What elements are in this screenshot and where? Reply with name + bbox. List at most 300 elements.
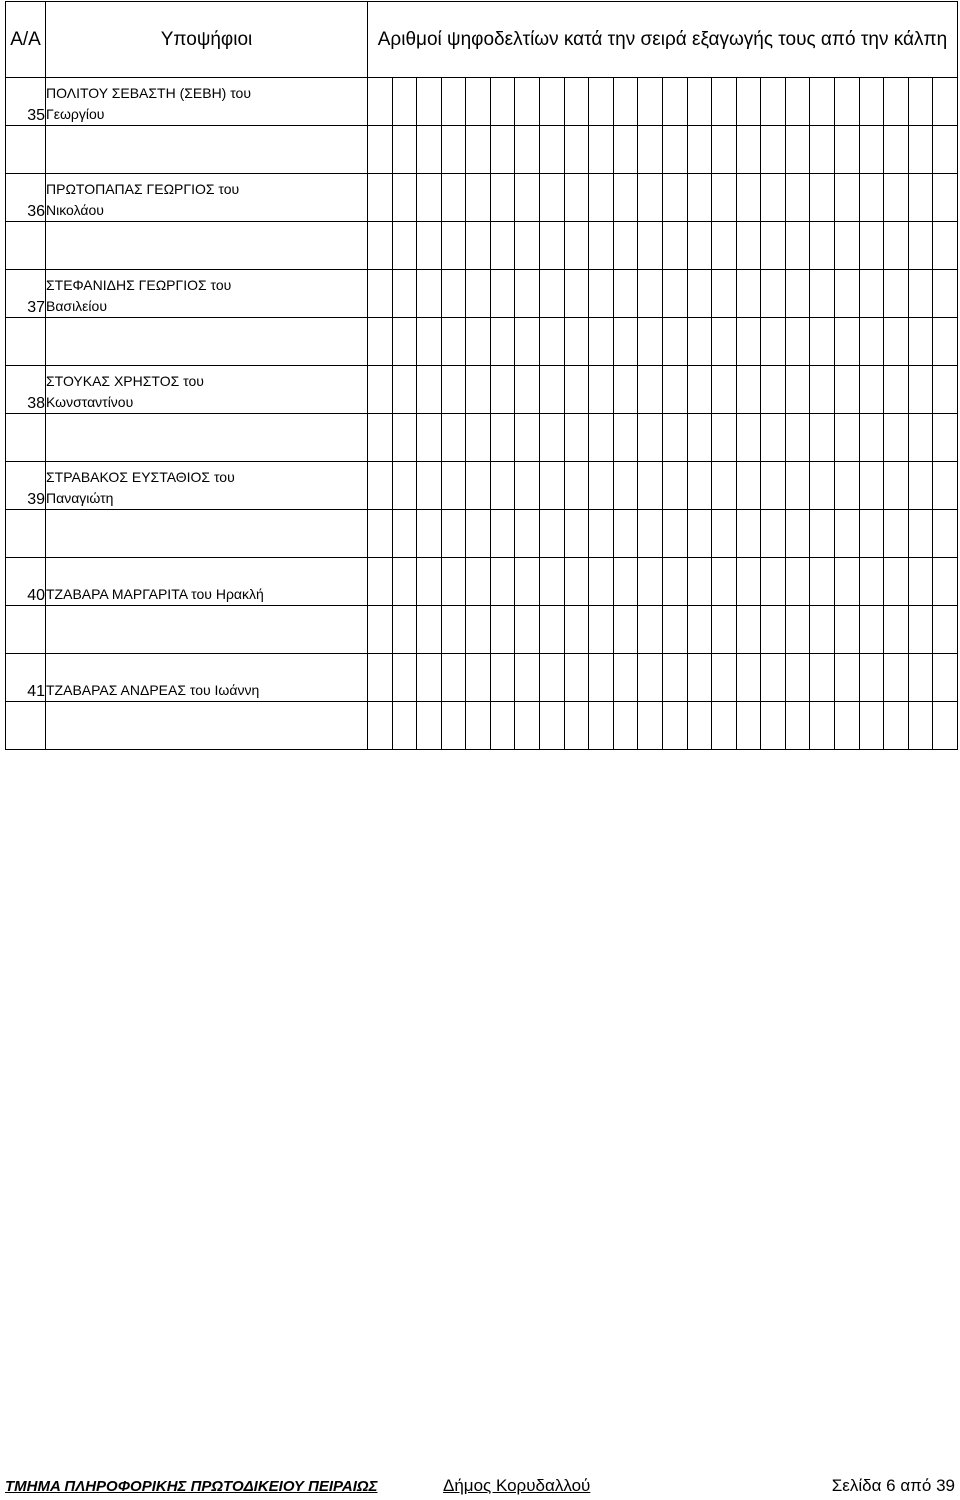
tally-cell[interactable] (810, 222, 835, 270)
tally-cell[interactable] (490, 654, 515, 702)
tally-cell[interactable] (589, 126, 614, 174)
tally-cell[interactable] (834, 702, 859, 750)
tally-cell[interactable] (417, 414, 442, 462)
tally-cell[interactable] (490, 126, 515, 174)
tally-cell[interactable] (589, 462, 614, 510)
tally-cell[interactable] (933, 222, 958, 270)
tally-cell[interactable] (908, 126, 933, 174)
tally-cell[interactable] (490, 414, 515, 462)
tally-cell[interactable] (761, 702, 786, 750)
tally-cell[interactable] (540, 318, 565, 366)
tally-cell[interactable] (761, 366, 786, 414)
tally-cell[interactable] (417, 174, 442, 222)
tally-cell[interactable] (662, 318, 687, 366)
tally-cell[interactable] (392, 654, 417, 702)
tally-cell[interactable] (785, 702, 810, 750)
tally-cell[interactable] (466, 366, 491, 414)
tally-cell[interactable] (392, 510, 417, 558)
tally-cell[interactable] (687, 78, 712, 126)
tally-cell[interactable] (859, 270, 884, 318)
tally-cell[interactable] (417, 366, 442, 414)
tally-cell[interactable] (368, 654, 393, 702)
tally-cell[interactable] (761, 654, 786, 702)
tally-cell[interactable] (490, 606, 515, 654)
tally-cell[interactable] (834, 462, 859, 510)
tally-cell[interactable] (761, 606, 786, 654)
tally-cell[interactable] (540, 366, 565, 414)
tally-cell[interactable] (810, 174, 835, 222)
tally-cell[interactable] (392, 702, 417, 750)
tally-cell[interactable] (761, 318, 786, 366)
tally-cell[interactable] (736, 174, 761, 222)
tally-cell[interactable] (490, 510, 515, 558)
tally-cell[interactable] (638, 174, 663, 222)
tally-cell[interactable] (638, 702, 663, 750)
tally-cell[interactable] (490, 366, 515, 414)
tally-cell[interactable] (736, 702, 761, 750)
tally-cell[interactable] (490, 270, 515, 318)
tally-cell[interactable] (884, 462, 909, 510)
tally-cell[interactable] (392, 558, 417, 606)
tally-cell[interactable] (687, 702, 712, 750)
tally-cell[interactable] (687, 606, 712, 654)
tally-cell[interactable] (712, 414, 737, 462)
tally-cell[interactable] (613, 222, 638, 270)
tally-cell[interactable] (515, 462, 540, 510)
tally-cell[interactable] (810, 606, 835, 654)
tally-cell[interactable] (466, 270, 491, 318)
tally-cell[interactable] (441, 222, 466, 270)
tally-cell[interactable] (761, 78, 786, 126)
tally-cell[interactable] (638, 654, 663, 702)
tally-cell[interactable] (662, 270, 687, 318)
tally-cell[interactable] (417, 270, 442, 318)
tally-cell[interactable] (761, 414, 786, 462)
tally-cell[interactable] (490, 318, 515, 366)
tally-cell[interactable] (589, 270, 614, 318)
tally-cell[interactable] (490, 222, 515, 270)
tally-cell[interactable] (712, 462, 737, 510)
tally-cell[interactable] (785, 654, 810, 702)
tally-cell[interactable] (712, 606, 737, 654)
tally-cell[interactable] (662, 174, 687, 222)
tally-cell[interactable] (638, 222, 663, 270)
tally-cell[interactable] (589, 366, 614, 414)
tally-cell[interactable] (441, 510, 466, 558)
tally-cell[interactable] (785, 510, 810, 558)
tally-cell[interactable] (785, 318, 810, 366)
tally-cell[interactable] (564, 558, 589, 606)
tally-cell[interactable] (859, 174, 884, 222)
tally-cell[interactable] (540, 174, 565, 222)
tally-cell[interactable] (589, 510, 614, 558)
tally-cell[interactable] (662, 510, 687, 558)
tally-cell[interactable] (933, 318, 958, 366)
tally-cell[interactable] (884, 126, 909, 174)
tally-cell[interactable] (417, 654, 442, 702)
tally-cell[interactable] (908, 558, 933, 606)
tally-cell[interactable] (638, 366, 663, 414)
tally-cell[interactable] (933, 510, 958, 558)
tally-cell[interactable] (638, 126, 663, 174)
tally-cell[interactable] (368, 606, 393, 654)
tally-cell[interactable] (589, 414, 614, 462)
tally-cell[interactable] (417, 126, 442, 174)
tally-cell[interactable] (834, 414, 859, 462)
tally-cell[interactable] (761, 510, 786, 558)
tally-cell[interactable] (564, 510, 589, 558)
tally-cell[interactable] (540, 414, 565, 462)
tally-cell[interactable] (761, 462, 786, 510)
tally-cell[interactable] (466, 126, 491, 174)
tally-cell[interactable] (368, 510, 393, 558)
tally-cell[interactable] (392, 414, 417, 462)
tally-cell[interactable] (638, 270, 663, 318)
tally-cell[interactable] (613, 654, 638, 702)
tally-cell[interactable] (712, 174, 737, 222)
tally-cell[interactable] (466, 462, 491, 510)
tally-cell[interactable] (884, 558, 909, 606)
tally-cell[interactable] (736, 606, 761, 654)
tally-cell[interactable] (834, 606, 859, 654)
tally-cell[interactable] (417, 558, 442, 606)
tally-cell[interactable] (761, 126, 786, 174)
tally-cell[interactable] (490, 558, 515, 606)
tally-cell[interactable] (908, 654, 933, 702)
tally-cell[interactable] (933, 78, 958, 126)
tally-cell[interactable] (908, 606, 933, 654)
tally-cell[interactable] (540, 126, 565, 174)
tally-cell[interactable] (662, 558, 687, 606)
tally-cell[interactable] (466, 222, 491, 270)
tally-cell[interactable] (564, 654, 589, 702)
tally-cell[interactable] (908, 414, 933, 462)
tally-cell[interactable] (810, 78, 835, 126)
tally-cell[interactable] (564, 174, 589, 222)
tally-cell[interactable] (540, 222, 565, 270)
tally-cell[interactable] (908, 462, 933, 510)
tally-cell[interactable] (515, 702, 540, 750)
tally-cell[interactable] (712, 78, 737, 126)
tally-cell[interactable] (564, 702, 589, 750)
tally-cell[interactable] (441, 558, 466, 606)
tally-cell[interactable] (859, 318, 884, 366)
tally-cell[interactable] (466, 318, 491, 366)
tally-cell[interactable] (933, 414, 958, 462)
tally-cell[interactable] (638, 606, 663, 654)
tally-cell[interactable] (441, 318, 466, 366)
tally-cell[interactable] (441, 702, 466, 750)
tally-cell[interactable] (392, 126, 417, 174)
tally-cell[interactable] (662, 606, 687, 654)
tally-cell[interactable] (490, 174, 515, 222)
tally-cell[interactable] (785, 174, 810, 222)
tally-cell[interactable] (540, 510, 565, 558)
tally-cell[interactable] (662, 78, 687, 126)
tally-cell[interactable] (933, 558, 958, 606)
tally-cell[interactable] (515, 318, 540, 366)
tally-cell[interactable] (736, 654, 761, 702)
tally-cell[interactable] (736, 366, 761, 414)
tally-cell[interactable] (859, 366, 884, 414)
tally-cell[interactable] (441, 174, 466, 222)
tally-cell[interactable] (368, 702, 393, 750)
tally-cell[interactable] (785, 462, 810, 510)
tally-cell[interactable] (417, 222, 442, 270)
tally-cell[interactable] (368, 366, 393, 414)
tally-cell[interactable] (638, 510, 663, 558)
tally-cell[interactable] (392, 78, 417, 126)
tally-cell[interactable] (466, 174, 491, 222)
tally-cell[interactable] (908, 702, 933, 750)
tally-cell[interactable] (884, 414, 909, 462)
tally-cell[interactable] (368, 558, 393, 606)
tally-cell[interactable] (908, 318, 933, 366)
tally-cell[interactable] (933, 654, 958, 702)
tally-cell[interactable] (441, 654, 466, 702)
tally-cell[interactable] (859, 78, 884, 126)
tally-cell[interactable] (933, 606, 958, 654)
tally-cell[interactable] (540, 702, 565, 750)
tally-cell[interactable] (933, 270, 958, 318)
tally-cell[interactable] (712, 366, 737, 414)
tally-cell[interactable] (884, 222, 909, 270)
tally-cell[interactable] (613, 366, 638, 414)
tally-cell[interactable] (417, 606, 442, 654)
tally-cell[interactable] (834, 318, 859, 366)
tally-cell[interactable] (490, 462, 515, 510)
tally-cell[interactable] (466, 558, 491, 606)
tally-cell[interactable] (515, 654, 540, 702)
tally-cell[interactable] (834, 78, 859, 126)
tally-cell[interactable] (417, 318, 442, 366)
tally-cell[interactable] (687, 366, 712, 414)
tally-cell[interactable] (441, 366, 466, 414)
tally-cell[interactable] (736, 126, 761, 174)
tally-cell[interactable] (638, 78, 663, 126)
tally-cell[interactable] (564, 462, 589, 510)
tally-cell[interactable] (613, 318, 638, 366)
tally-cell[interactable] (540, 78, 565, 126)
tally-cell[interactable] (490, 78, 515, 126)
tally-cell[interactable] (368, 270, 393, 318)
tally-cell[interactable] (417, 462, 442, 510)
tally-cell[interactable] (884, 606, 909, 654)
tally-cell[interactable] (613, 558, 638, 606)
tally-cell[interactable] (834, 366, 859, 414)
tally-cell[interactable] (834, 558, 859, 606)
tally-cell[interactable] (613, 414, 638, 462)
tally-cell[interactable] (540, 462, 565, 510)
tally-cell[interactable] (589, 222, 614, 270)
tally-cell[interactable] (859, 654, 884, 702)
tally-cell[interactable] (540, 654, 565, 702)
tally-cell[interactable] (613, 126, 638, 174)
tally-cell[interactable] (712, 702, 737, 750)
tally-cell[interactable] (810, 414, 835, 462)
tally-cell[interactable] (785, 222, 810, 270)
tally-cell[interactable] (540, 270, 565, 318)
tally-cell[interactable] (392, 462, 417, 510)
tally-cell[interactable] (441, 606, 466, 654)
tally-cell[interactable] (564, 78, 589, 126)
tally-cell[interactable] (761, 174, 786, 222)
tally-cell[interactable] (834, 126, 859, 174)
tally-cell[interactable] (662, 654, 687, 702)
tally-cell[interactable] (564, 270, 589, 318)
tally-cell[interactable] (441, 78, 466, 126)
tally-cell[interactable] (908, 270, 933, 318)
tally-cell[interactable] (736, 558, 761, 606)
tally-cell[interactable] (785, 366, 810, 414)
tally-cell[interactable] (884, 510, 909, 558)
tally-cell[interactable] (515, 126, 540, 174)
tally-cell[interactable] (441, 414, 466, 462)
tally-cell[interactable] (785, 126, 810, 174)
tally-cell[interactable] (810, 510, 835, 558)
tally-cell[interactable] (564, 366, 589, 414)
tally-cell[interactable] (884, 270, 909, 318)
tally-cell[interactable] (589, 558, 614, 606)
tally-cell[interactable] (712, 126, 737, 174)
tally-cell[interactable] (515, 222, 540, 270)
tally-cell[interactable] (466, 510, 491, 558)
tally-cell[interactable] (810, 270, 835, 318)
tally-cell[interactable] (810, 702, 835, 750)
tally-cell[interactable] (515, 174, 540, 222)
tally-cell[interactable] (908, 366, 933, 414)
tally-cell[interactable] (613, 174, 638, 222)
tally-cell[interactable] (662, 126, 687, 174)
tally-cell[interactable] (466, 702, 491, 750)
tally-cell[interactable] (834, 510, 859, 558)
tally-cell[interactable] (466, 78, 491, 126)
tally-cell[interactable] (392, 222, 417, 270)
tally-cell[interactable] (613, 510, 638, 558)
tally-cell[interactable] (613, 702, 638, 750)
tally-cell[interactable] (613, 462, 638, 510)
tally-cell[interactable] (515, 414, 540, 462)
tally-cell[interactable] (368, 462, 393, 510)
tally-cell[interactable] (736, 78, 761, 126)
tally-cell[interactable] (933, 366, 958, 414)
tally-cell[interactable] (638, 462, 663, 510)
tally-cell[interactable] (392, 270, 417, 318)
tally-cell[interactable] (687, 654, 712, 702)
tally-cell[interactable] (638, 318, 663, 366)
tally-cell[interactable] (417, 78, 442, 126)
tally-cell[interactable] (662, 462, 687, 510)
tally-cell[interactable] (368, 414, 393, 462)
tally-cell[interactable] (834, 270, 859, 318)
tally-cell[interactable] (515, 606, 540, 654)
tally-cell[interactable] (712, 558, 737, 606)
tally-cell[interactable] (662, 222, 687, 270)
tally-cell[interactable] (564, 606, 589, 654)
tally-cell[interactable] (761, 270, 786, 318)
tally-cell[interactable] (712, 270, 737, 318)
tally-cell[interactable] (515, 366, 540, 414)
tally-cell[interactable] (908, 222, 933, 270)
tally-cell[interactable] (736, 270, 761, 318)
tally-cell[interactable] (687, 318, 712, 366)
tally-cell[interactable] (687, 126, 712, 174)
tally-cell[interactable] (859, 414, 884, 462)
tally-cell[interactable] (687, 558, 712, 606)
tally-cell[interactable] (687, 462, 712, 510)
tally-cell[interactable] (712, 318, 737, 366)
tally-cell[interactable] (761, 558, 786, 606)
tally-cell[interactable] (859, 510, 884, 558)
tally-cell[interactable] (884, 174, 909, 222)
tally-cell[interactable] (859, 126, 884, 174)
tally-cell[interactable] (466, 654, 491, 702)
tally-cell[interactable] (687, 222, 712, 270)
tally-cell[interactable] (785, 606, 810, 654)
tally-cell[interactable] (564, 318, 589, 366)
tally-cell[interactable] (908, 174, 933, 222)
tally-cell[interactable] (466, 414, 491, 462)
tally-cell[interactable] (613, 606, 638, 654)
tally-cell[interactable] (884, 702, 909, 750)
tally-cell[interactable] (589, 606, 614, 654)
tally-cell[interactable] (638, 414, 663, 462)
tally-cell[interactable] (736, 414, 761, 462)
tally-cell[interactable] (761, 222, 786, 270)
tally-cell[interactable] (933, 702, 958, 750)
tally-cell[interactable] (884, 78, 909, 126)
tally-cell[interactable] (441, 270, 466, 318)
tally-cell[interactable] (540, 606, 565, 654)
tally-cell[interactable] (392, 174, 417, 222)
tally-cell[interactable] (392, 366, 417, 414)
tally-cell[interactable] (540, 558, 565, 606)
tally-cell[interactable] (933, 174, 958, 222)
tally-cell[interactable] (810, 126, 835, 174)
tally-cell[interactable] (884, 366, 909, 414)
tally-cell[interactable] (859, 558, 884, 606)
tally-cell[interactable] (933, 462, 958, 510)
tally-cell[interactable] (662, 366, 687, 414)
tally-cell[interactable] (687, 174, 712, 222)
tally-cell[interactable] (466, 606, 491, 654)
tally-cell[interactable] (417, 510, 442, 558)
tally-cell[interactable] (736, 462, 761, 510)
tally-cell[interactable] (515, 558, 540, 606)
tally-cell[interactable] (785, 558, 810, 606)
tally-cell[interactable] (712, 654, 737, 702)
tally-cell[interactable] (515, 78, 540, 126)
tally-cell[interactable] (810, 558, 835, 606)
tally-cell[interactable] (515, 510, 540, 558)
tally-cell[interactable] (564, 414, 589, 462)
tally-cell[interactable] (908, 78, 933, 126)
tally-cell[interactable] (392, 318, 417, 366)
tally-cell[interactable] (884, 318, 909, 366)
tally-cell[interactable] (933, 126, 958, 174)
tally-cell[interactable] (490, 702, 515, 750)
tally-cell[interactable] (564, 222, 589, 270)
tally-cell[interactable] (662, 414, 687, 462)
tally-cell[interactable] (687, 510, 712, 558)
tally-cell[interactable] (908, 510, 933, 558)
tally-cell[interactable] (736, 318, 761, 366)
tally-cell[interactable] (564, 126, 589, 174)
tally-cell[interactable] (589, 654, 614, 702)
tally-cell[interactable] (859, 222, 884, 270)
tally-cell[interactable] (589, 318, 614, 366)
tally-cell[interactable] (613, 78, 638, 126)
